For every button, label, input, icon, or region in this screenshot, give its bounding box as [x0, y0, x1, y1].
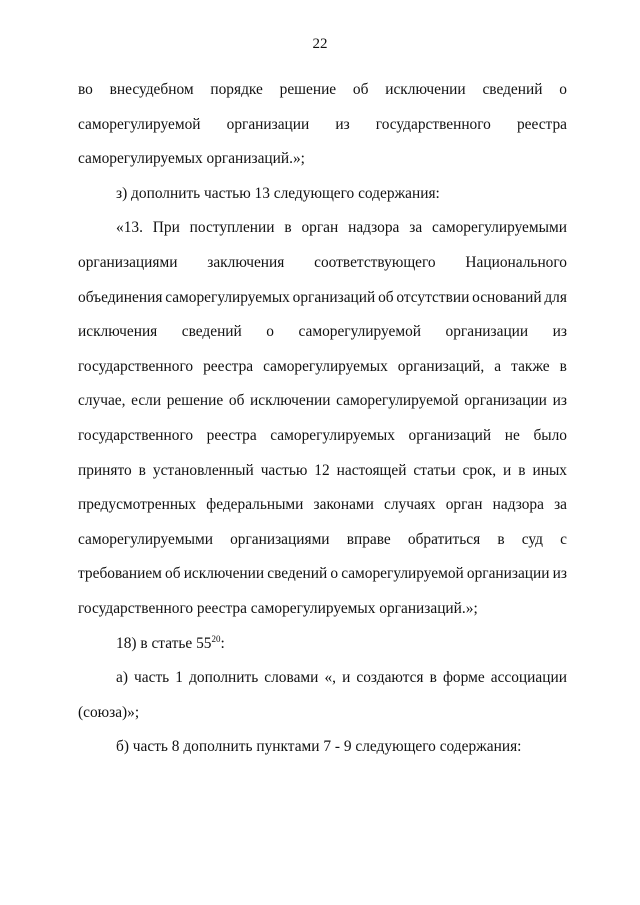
text-line: (союза)»;	[78, 703, 140, 721]
text-line: государственного реестра саморегулируемых организаций не было	[78, 426, 567, 444]
text-line: государственного реестра саморегулируемых организаций, а также в	[78, 357, 567, 375]
paragraph-p-a	[78, 666, 567, 735]
text-line: случае, если решение об исключении саморегулируемой организации из	[78, 392, 567, 410]
document-body	[78, 78, 567, 770]
text-line: во внесудебном порядке решение об исключении сведений о	[78, 81, 567, 98]
superscript: 20	[211, 633, 221, 644]
text-line: требованием об исключении сведений о саморегулируемой организации из	[78, 565, 567, 583]
text-line: «13. При поступлении в орган надзора за саморегулируемыми	[116, 219, 567, 237]
paragraph-p-excl-end	[78, 78, 567, 182]
text-line: организациями заключения соответствующего Национального	[78, 253, 567, 271]
text-line: б) часть 8 дополнить пунктами 7 - 9 следующего содержания:	[116, 738, 522, 756]
text-line: предусмотренных федеральными законами случаях орган надзора за	[78, 496, 567, 514]
text-line: принято в установленный частью 12 настоящей статьи срок, и в иных	[78, 461, 567, 479]
page-number: 22	[312, 36, 328, 52]
text-line: государственного реестра саморегулируемых организаций.»;	[78, 599, 478, 617]
text-line: исключения сведений о саморегулируемой организации из	[78, 323, 567, 341]
text-line: объединения саморегулируемых организаций об отсутствии оснований для	[78, 288, 567, 306]
text-line: а) часть 1 дополнить словами «, и создаются в форме ассоциации	[116, 669, 567, 687]
paragraph-p-18	[78, 632, 567, 667]
paragraph-p-13	[78, 216, 567, 631]
paragraph-p-b	[78, 735, 567, 770]
paragraph-p-z	[78, 182, 567, 217]
text-line: 18) в статье $55^{20}$:	[116, 633, 225, 652]
text-line: саморегулируемыми организациями вправе обратиться в суд с	[78, 530, 567, 548]
text-line: саморегулируемой организации из государственного реестра	[78, 115, 567, 133]
text-line: саморегулируемых организаций.»;	[78, 150, 305, 168]
text-line: з) дополнить частью 13 следующего содержания:	[116, 184, 440, 202]
